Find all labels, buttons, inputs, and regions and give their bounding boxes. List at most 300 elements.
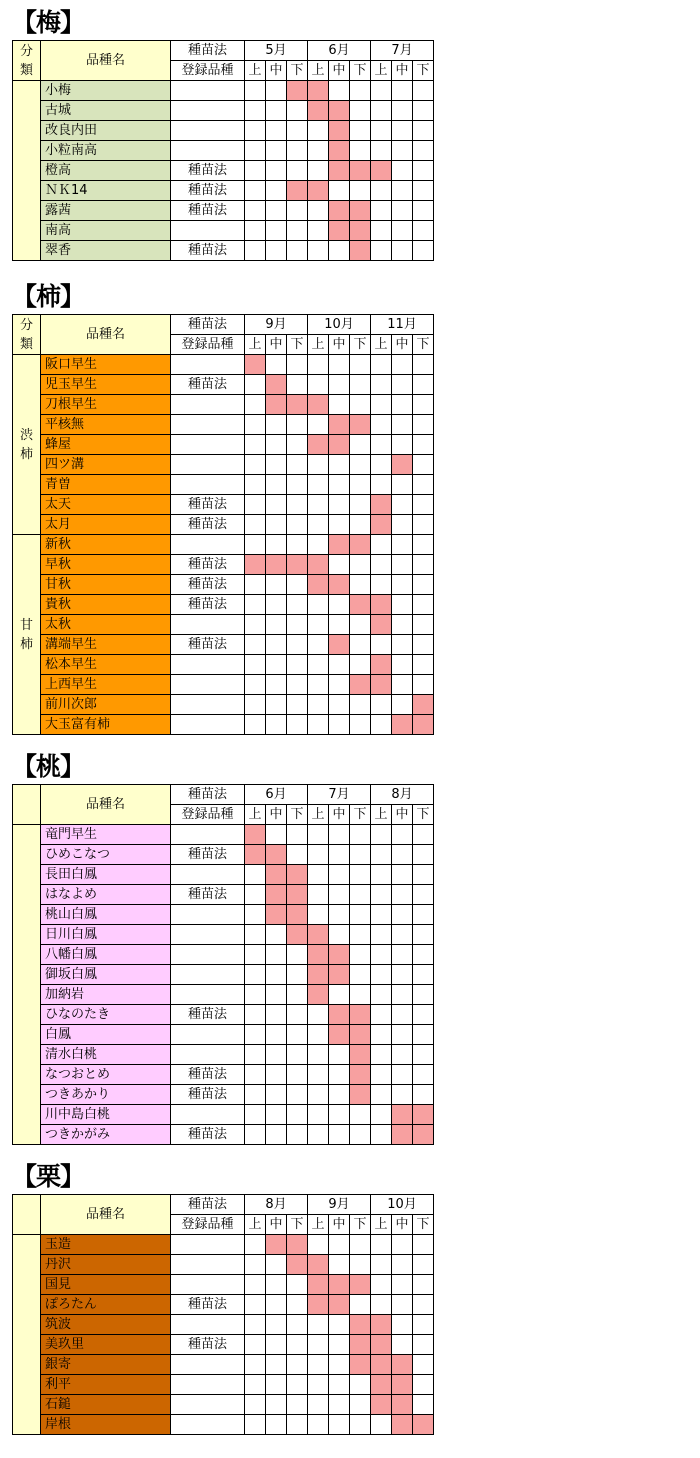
harvest-cell <box>308 161 329 181</box>
harvest-cell <box>329 1085 350 1105</box>
month-header: 7月 <box>371 41 434 61</box>
harvest-cell <box>287 1335 308 1355</box>
category-label: 渋柿 <box>19 427 33 462</box>
harvest-cell <box>392 675 413 695</box>
harvest-cell <box>245 535 266 555</box>
harvest-cell <box>392 101 413 121</box>
harvest-cell <box>245 201 266 221</box>
variety-name: 太月 <box>41 515 171 535</box>
harvest-cell <box>245 1355 266 1375</box>
harvest-cell-active <box>308 181 329 201</box>
registration-cell <box>171 615 245 635</box>
harvest-cell <box>266 985 287 1005</box>
harvest-cell <box>287 945 308 965</box>
harvest-cell <box>371 905 392 925</box>
tenth-header: 下 <box>350 1215 371 1235</box>
harvest-cell <box>329 475 350 495</box>
harvest-cell <box>245 181 266 201</box>
harvest-cell <box>371 101 392 121</box>
harvest-cell <box>245 715 266 735</box>
registration-cell <box>171 695 245 715</box>
tenth-header: 中 <box>329 1215 350 1235</box>
harvest-cell-active <box>350 221 371 241</box>
tenth-header: 中 <box>266 335 287 355</box>
harvest-cell-active <box>350 1005 371 1025</box>
harvest-cell-active <box>371 655 392 675</box>
harvest-cell <box>350 1415 371 1435</box>
harvest-cell <box>287 1105 308 1125</box>
harvest-cell-active <box>245 555 266 575</box>
harvest-cell <box>392 865 413 885</box>
harvest-cell <box>392 1045 413 1065</box>
harvest-cell <box>329 181 350 201</box>
harvest-cell <box>287 161 308 181</box>
harvest-cell <box>308 121 329 141</box>
harvest-cell <box>371 221 392 241</box>
harvest-cell <box>329 1335 350 1355</box>
registration-cell: 種苗法 <box>171 1125 245 1145</box>
variety-name: ＮＫ14 <box>41 181 171 201</box>
harvest-cell <box>245 675 266 695</box>
harvest-cell <box>329 81 350 101</box>
harvest-cell <box>245 965 266 985</box>
harvest-cell-active <box>266 865 287 885</box>
harvest-cell <box>392 1235 413 1255</box>
harvest-cell <box>308 655 329 675</box>
registration-cell <box>171 945 245 965</box>
harvest-cell <box>413 1065 434 1085</box>
tenth-header: 上 <box>371 335 392 355</box>
harvest-cell <box>329 241 350 261</box>
harvest-cell <box>245 1315 266 1335</box>
registration-cell <box>171 1045 245 1065</box>
harvest-cell-active <box>287 925 308 945</box>
harvest-cell <box>413 1275 434 1295</box>
harvest-cell <box>392 1065 413 1085</box>
header-row <box>13 1195 434 1215</box>
registration-cell <box>171 1105 245 1125</box>
harvest-cell <box>287 535 308 555</box>
harvest-cell <box>413 1355 434 1375</box>
registration-cell <box>171 355 245 375</box>
registration-header-line2: 登録品種 <box>171 805 245 825</box>
tenth-header: 上 <box>308 1215 329 1235</box>
table-row <box>13 985 434 1005</box>
harvest-cell <box>245 1125 266 1145</box>
harvest-cell <box>287 1295 308 1315</box>
registration-cell: 種苗法 <box>171 845 245 865</box>
harvest-cell <box>308 1025 329 1045</box>
variety-name: 翠香 <box>41 241 171 261</box>
harvest-cell <box>329 715 350 735</box>
harvest-cell <box>371 395 392 415</box>
tenth-header: 下 <box>287 335 308 355</box>
harvest-cell <box>392 965 413 985</box>
harvest-cell <box>392 515 413 535</box>
registration-cell <box>171 435 245 455</box>
tenth-header: 中 <box>266 1215 287 1235</box>
harvest-cell-active <box>308 101 329 121</box>
harvest-cell-active <box>308 395 329 415</box>
registration-header-line1: 種苗法 <box>171 315 245 335</box>
registration-cell <box>171 655 245 675</box>
harvest-cell <box>371 945 392 965</box>
harvest-cell <box>266 1255 287 1275</box>
harvest-cell <box>392 925 413 945</box>
harvest-cell-active <box>266 1235 287 1255</box>
harvest-cell <box>287 475 308 495</box>
harvest-cell <box>329 615 350 635</box>
harvest-cell <box>371 1045 392 1065</box>
harvest-cell <box>329 555 350 575</box>
registration-cell: 種苗法 <box>171 575 245 595</box>
harvest-cell <box>266 615 287 635</box>
variety-name: つきかがみ <box>41 1125 171 1145</box>
variety-name: 太天 <box>41 495 171 515</box>
harvest-cell <box>392 615 413 635</box>
harvest-cell <box>413 515 434 535</box>
harvest-cell <box>371 1125 392 1145</box>
harvest-cell <box>287 675 308 695</box>
variety-name: 清水白桃 <box>41 1045 171 1065</box>
harvest-cell-active <box>287 395 308 415</box>
harvest-cell <box>308 535 329 555</box>
table-row <box>13 1315 434 1335</box>
harvest-cell <box>350 455 371 475</box>
harvest-cell <box>350 1235 371 1255</box>
table-row <box>13 885 434 905</box>
harvest-cell <box>245 415 266 435</box>
harvest-cell-active <box>266 845 287 865</box>
harvest-cell <box>350 825 371 845</box>
harvest-cell <box>266 595 287 615</box>
harvest-cell <box>245 1065 266 1085</box>
harvest-cell <box>266 945 287 965</box>
harvest-cell <box>245 1235 266 1255</box>
variety-name: 橙高 <box>41 161 171 181</box>
variety-name: ぽろたん <box>41 1295 171 1315</box>
harvest-cell <box>308 415 329 435</box>
harvest-cell <box>245 1105 266 1125</box>
harvest-cell <box>245 1025 266 1045</box>
category-header <box>13 1195 41 1235</box>
harvest-cell <box>245 945 266 965</box>
harvest-cell-active <box>371 495 392 515</box>
harvest-cell-active <box>329 965 350 985</box>
harvest-cell <box>392 555 413 575</box>
category-header <box>13 41 41 81</box>
harvest-cell-active <box>371 1335 392 1355</box>
harvest-cell <box>266 675 287 695</box>
harvest-cell <box>329 1065 350 1085</box>
harvest-cell <box>287 615 308 635</box>
harvest-cell-active <box>413 1125 434 1145</box>
harvest-cell <box>308 865 329 885</box>
harvest-cell-active <box>392 1355 413 1375</box>
harvest-cell-active <box>245 355 266 375</box>
harvest-cell <box>371 121 392 141</box>
table-row <box>13 1415 434 1435</box>
harvest-cell <box>413 475 434 495</box>
registration-cell <box>171 1415 245 1435</box>
harvest-cell <box>350 355 371 375</box>
variety-name: 加納岩 <box>41 985 171 1005</box>
registration-cell <box>171 535 245 555</box>
harvest-cell <box>413 81 434 101</box>
variety-name: ひなのたき <box>41 1005 171 1025</box>
harvest-cell <box>371 1415 392 1435</box>
table-row <box>13 555 434 575</box>
harvest-cell-active <box>308 555 329 575</box>
registration-cell <box>171 415 245 435</box>
category-header-line2: 類 <box>19 62 33 78</box>
harvest-cell <box>413 535 434 555</box>
harvest-cell <box>245 161 266 181</box>
harvest-cell <box>413 101 434 121</box>
harvest-cell <box>266 925 287 945</box>
harvest-cell <box>245 1255 266 1275</box>
harvest-cell <box>371 575 392 595</box>
harvest-cell <box>371 925 392 945</box>
harvest-cell <box>329 905 350 925</box>
month-header: 10月 <box>371 1195 434 1215</box>
harvest-cell-active <box>287 1235 308 1255</box>
harvest-cell <box>329 355 350 375</box>
harvest-cell-active <box>329 1025 350 1045</box>
registration-cell <box>171 985 245 1005</box>
harvest-cell-active <box>308 985 329 1005</box>
harvest-cell <box>413 1315 434 1335</box>
header-row <box>13 41 434 61</box>
harvest-cell-active <box>329 635 350 655</box>
harvest-cell <box>413 121 434 141</box>
registration-cell <box>171 141 245 161</box>
harvest-cell <box>287 1005 308 1025</box>
table-row <box>13 375 434 395</box>
variety-name: 児玉早生 <box>41 375 171 395</box>
variety-name: 早秋 <box>41 555 171 575</box>
table-row <box>13 495 434 515</box>
harvest-cell <box>413 495 434 515</box>
harvest-cell <box>413 415 434 435</box>
harvest-cell <box>350 985 371 1005</box>
harvest-cell-active <box>371 1315 392 1335</box>
tenth-header: 上 <box>245 335 266 355</box>
table-row <box>13 415 434 435</box>
harvest-cell <box>371 415 392 435</box>
harvest-cell <box>245 101 266 121</box>
harvest-cell-active <box>350 1065 371 1085</box>
harvest-cell <box>350 695 371 715</box>
harvest-cell <box>266 1125 287 1145</box>
harvest-cell <box>329 925 350 945</box>
tenth-header: 下 <box>413 335 434 355</box>
harvest-cell <box>308 355 329 375</box>
harvest-cell <box>392 475 413 495</box>
harvest-cell-active <box>329 121 350 141</box>
category-cell <box>13 1235 41 1435</box>
harvest-cell-active <box>266 395 287 415</box>
harvest-cell <box>287 1395 308 1415</box>
harvest-cell <box>329 985 350 1005</box>
month-header: 11月 <box>371 315 434 335</box>
harvest-cell <box>371 555 392 575</box>
harvest-cell <box>287 655 308 675</box>
registration-cell: 種苗法 <box>171 1065 245 1085</box>
harvest-cell-active <box>350 1025 371 1045</box>
variety-name: 上西早生 <box>41 675 171 695</box>
harvest-cell <box>308 221 329 241</box>
harvest-cell <box>308 825 329 845</box>
harvest-cell <box>350 475 371 495</box>
variety-name: 新秋 <box>41 535 171 555</box>
month-header: 8月 <box>245 1195 308 1215</box>
harvest-cell <box>392 905 413 925</box>
harvest-cell <box>308 455 329 475</box>
harvest-table <box>12 1194 434 1435</box>
tenth-header: 下 <box>413 61 434 81</box>
harvest-cell <box>350 655 371 675</box>
harvest-cell <box>413 1045 434 1065</box>
registration-cell <box>171 865 245 885</box>
harvest-cell <box>287 121 308 141</box>
harvest-cell <box>245 1395 266 1415</box>
harvest-cell-active <box>287 181 308 201</box>
harvest-cell <box>308 1315 329 1335</box>
registration-header-line2: 登録品種 <box>171 61 245 81</box>
variety-name: 蜂屋 <box>41 435 171 455</box>
harvest-cell <box>308 635 329 655</box>
harvest-cell-active <box>392 455 413 475</box>
harvest-cell <box>266 1415 287 1435</box>
table-row <box>13 101 434 121</box>
harvest-cell <box>266 965 287 985</box>
harvest-cell-active <box>329 201 350 221</box>
harvest-cell <box>266 575 287 595</box>
category-header-line1: 分 <box>19 317 33 333</box>
registration-cell <box>171 905 245 925</box>
harvest-cell <box>392 221 413 241</box>
harvest-cell <box>371 1295 392 1315</box>
tenth-header: 中 <box>392 805 413 825</box>
harvest-cell <box>245 395 266 415</box>
tenth-header: 下 <box>287 1215 308 1235</box>
registration-cell <box>171 1025 245 1045</box>
category-header-line2: 類 <box>19 336 33 352</box>
harvest-cell <box>308 515 329 535</box>
variety-name: 美玖里 <box>41 1335 171 1355</box>
harvest-cell <box>413 1375 434 1395</box>
harvest-cell <box>371 1025 392 1045</box>
harvest-cell-active <box>350 1085 371 1105</box>
tenth-header: 下 <box>287 61 308 81</box>
harvest-cell <box>245 141 266 161</box>
tenth-header: 中 <box>392 1215 413 1235</box>
harvest-cell <box>287 101 308 121</box>
registration-cell: 種苗法 <box>171 181 245 201</box>
table-row <box>13 1375 434 1395</box>
harvest-cell <box>308 695 329 715</box>
variety-name: 甘秋 <box>41 575 171 595</box>
tenth-header: 下 <box>413 1215 434 1235</box>
harvest-cell <box>350 965 371 985</box>
harvest-cell <box>308 1335 329 1355</box>
harvest-cell <box>371 1005 392 1025</box>
harvest-cell <box>287 1085 308 1105</box>
harvest-cell <box>392 415 413 435</box>
harvest-cell <box>287 1045 308 1065</box>
harvest-cell <box>350 845 371 865</box>
table-row <box>13 1105 434 1125</box>
table-row <box>13 1085 434 1105</box>
tenth-header: 中 <box>329 805 350 825</box>
harvest-cell <box>392 825 413 845</box>
harvest-cell <box>350 495 371 515</box>
harvest-cell-active <box>350 1045 371 1065</box>
harvest-cell <box>287 825 308 845</box>
table-row <box>13 1295 434 1315</box>
tenth-header: 中 <box>329 335 350 355</box>
table-row <box>13 575 434 595</box>
registration-header-line1: 種苗法 <box>171 1195 245 1215</box>
harvest-cell <box>350 101 371 121</box>
harvest-cell-active <box>392 1415 413 1435</box>
registration-cell <box>171 455 245 475</box>
registration-cell <box>171 715 245 735</box>
tenth-header: 中 <box>329 61 350 81</box>
harvest-cell <box>413 635 434 655</box>
harvest-cell <box>350 395 371 415</box>
harvest-cell <box>392 375 413 395</box>
harvest-cell <box>308 375 329 395</box>
harvest-cell-active <box>329 101 350 121</box>
variety-name: 青曽 <box>41 475 171 495</box>
registration-cell: 種苗法 <box>171 1005 245 1025</box>
harvest-cell <box>413 555 434 575</box>
harvest-cell <box>371 865 392 885</box>
registration-cell: 種苗法 <box>171 555 245 575</box>
harvest-cell <box>392 595 413 615</box>
harvest-cell-active <box>266 375 287 395</box>
harvest-cell <box>392 435 413 455</box>
harvest-cell <box>287 635 308 655</box>
harvest-cell <box>308 905 329 925</box>
harvest-cell <box>350 575 371 595</box>
harvest-cell <box>266 695 287 715</box>
harvest-cell <box>413 575 434 595</box>
harvest-cell <box>392 121 413 141</box>
tenth-header: 上 <box>245 1215 266 1235</box>
variety-name: 丹沢 <box>41 1255 171 1275</box>
table-row <box>13 945 434 965</box>
harvest-cell <box>287 435 308 455</box>
harvest-cell <box>371 1085 392 1105</box>
harvest-cell-active <box>308 1275 329 1295</box>
harvest-cell <box>329 1125 350 1145</box>
harvest-cell <box>266 495 287 515</box>
harvest-cell-active <box>371 515 392 535</box>
harvest-cell <box>371 435 392 455</box>
table-row <box>13 905 434 925</box>
table-row <box>13 535 434 555</box>
harvest-cell <box>245 1375 266 1395</box>
harvest-cell <box>329 1395 350 1415</box>
variety-name: 竜門早生 <box>41 825 171 845</box>
harvest-cell <box>287 355 308 375</box>
harvest-cell <box>413 865 434 885</box>
harvest-cell <box>308 595 329 615</box>
registration-header-line1: 種苗法 <box>171 785 245 805</box>
